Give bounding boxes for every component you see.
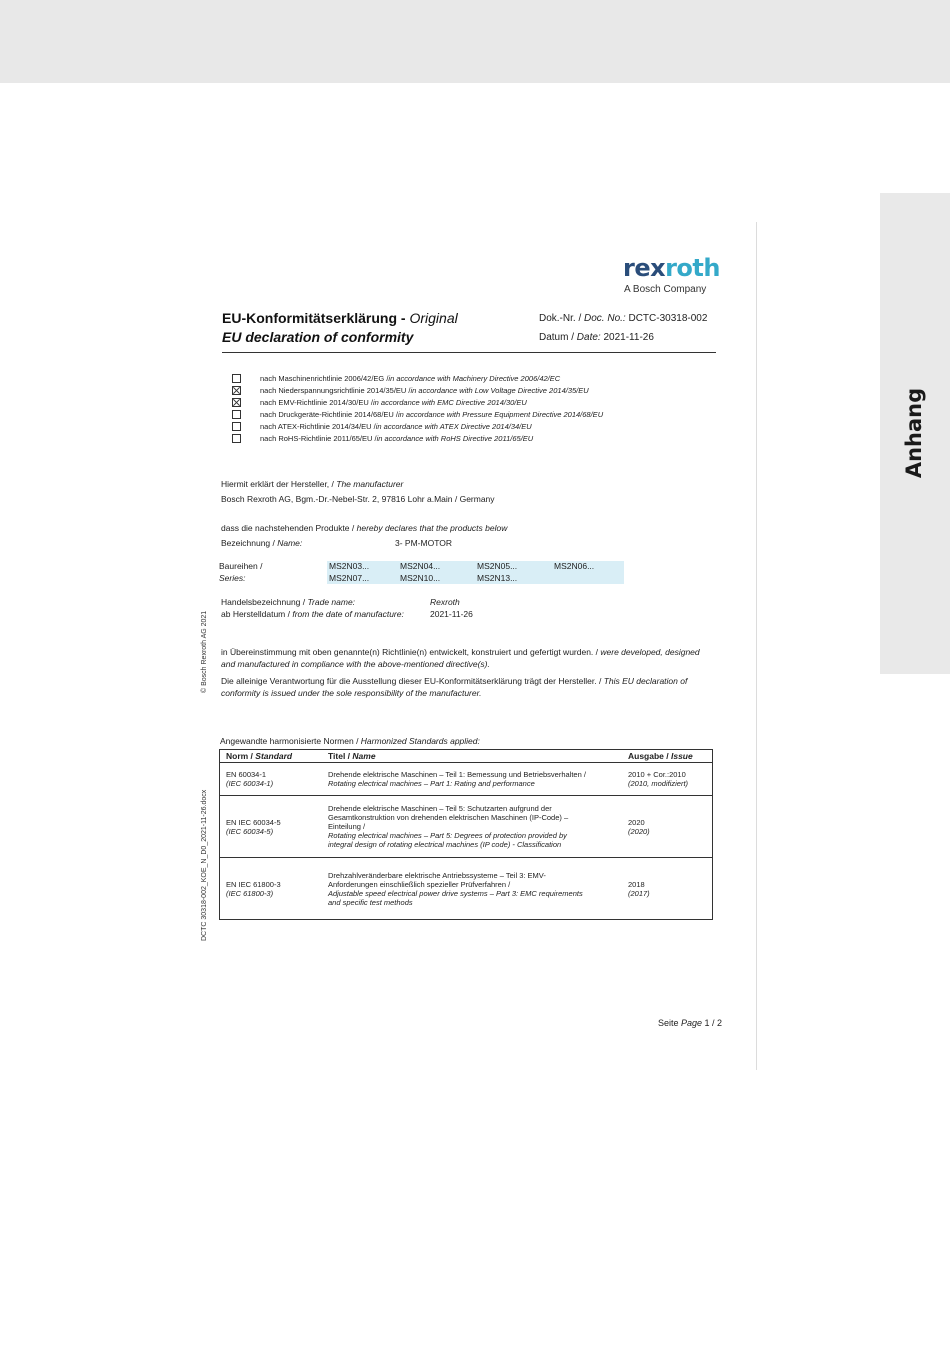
directive-label-de: nach RoHS-Richtlinie 2011/65/EU / (260, 433, 377, 443)
sheet-edge (756, 222, 757, 1070)
statement-responsibility-en-a: This EU declaration of (603, 676, 688, 686)
header-norm-en: Standard (255, 751, 293, 761)
directive-checkbox[interactable] (232, 422, 241, 431)
doc-number-value: DCTC-30318-002 (628, 313, 708, 324)
title-line-en: Rotating electrical machines – Part 5: Degrees of protection provided by (328, 831, 567, 840)
statement-responsibility (221, 676, 687, 686)
title-separator: - (397, 310, 410, 326)
title-de-text: EU-Konformitätserklärung (222, 310, 398, 326)
directive-checkbox[interactable] (232, 398, 241, 407)
norm-cell (220, 858, 323, 920)
norm-value-en: (IEC 60034-1) (226, 779, 274, 788)
directive-checkbox[interactable] (232, 410, 241, 419)
trade-name-label-en: Trade name: (307, 597, 356, 607)
manufacturer-label-de: Hiermit erklärt der Hersteller, / (221, 479, 337, 489)
title-line-en: and specific test methods (328, 897, 413, 907)
title-line-en: Adjustable speed electrical power drive systems – Part 3: EMC requirements (328, 888, 583, 898)
norm-value-en: (IEC 61800-3) (226, 888, 274, 898)
manufacture-date-label-en: from the date of manufacture: (292, 609, 404, 619)
header-issue-en: Issue (670, 751, 693, 761)
title-line-en: integral design of rotating electrical machines (IP code) - Classification (328, 840, 562, 849)
standards-table (219, 749, 713, 920)
title-rule (222, 352, 716, 353)
title-line-de: Einteilung / (328, 822, 366, 831)
series-item: MS2N05... (477, 561, 518, 571)
directive-label-de: nach Druckgeräte-Richtlinie 2014/68/EU / (260, 409, 398, 419)
statement-conformity (221, 647, 700, 657)
products-intro-en: hereby declares that the products below (356, 523, 508, 533)
directive-label-de: nach Maschinenrichtlinie 2006/42/EG / (260, 373, 389, 383)
directive-row (232, 432, 533, 444)
issue-cell (622, 763, 713, 796)
title-line-de: Drehende elektrische Maschinen – Teil 5: Schutzarten aufgrund der (328, 804, 552, 813)
norm-value-en: (IEC 60034-5) (226, 826, 274, 836)
issue-value: 2010 + Cor.:2010 (628, 770, 686, 779)
logo-word-part-b: roth (665, 254, 720, 282)
statement-conformity-en-a: were developed, designed (600, 647, 700, 657)
title-original: Original (409, 310, 458, 326)
top-band (0, 0, 950, 83)
table-row (220, 858, 713, 920)
issue-value-en: (2017) (628, 888, 650, 898)
product-name-value: 3- PM-MOTOR (395, 538, 452, 548)
series-item: MS2N04... (400, 561, 441, 571)
standards-intro-de: Angewandte harmonisierte Normen / (220, 736, 361, 746)
trade-name-label-de: Handelsbezeichnung / (221, 597, 308, 607)
trade-name-label (221, 597, 355, 607)
norm-value: EN IEC 61800-3 (226, 879, 281, 889)
title-en: EU declaration of conformity (222, 329, 414, 345)
product-name-label (221, 538, 302, 548)
doc-date (539, 332, 654, 343)
manufacturer-label-en: The manufacturer (336, 479, 404, 489)
header-title (322, 750, 622, 763)
title-line-de: Anforderungen einschließlich spezieller Prüfverfahren / (328, 879, 511, 889)
directive-label-de: nach ATEX-Richtlinie 2014/34/EU / (260, 421, 376, 431)
directive-label-en: in accordance with Machinery Directive 2006/42/EC (388, 373, 561, 383)
header-norm-de: Norm / (226, 751, 256, 761)
statement-responsibility-de: Die alleinige Verantwortung für die Ausstellung dieser EU-Konformitätserklärung trägt der Hersteller. / (221, 676, 604, 686)
statement-conformity-de: in Übereinstimmung mit oben genannte(n) Richtlinie(n) entwickelt, konstruiert und gefertigt wurden. / (221, 647, 601, 657)
directive-row (232, 408, 603, 420)
file-name-note: DCTC 30318-002_KOE_N_D0_2021-11-26.docx (201, 789, 208, 941)
page-label-en: Page (681, 1018, 703, 1028)
issue-value-en: (2020) (628, 826, 650, 836)
products-intro (221, 523, 507, 533)
logo-word-part-a: rex (623, 254, 666, 282)
statement-conformity-en-b: and manufactured in compliance with the above-mentioned directive(s). (221, 659, 490, 669)
doc-date-label-de: Datum / (539, 332, 577, 343)
series-label-en: Series: (219, 573, 246, 583)
directive-checkbox[interactable] (232, 374, 241, 383)
norm-value: EN IEC 60034-5 (226, 817, 281, 827)
directive-label-en: in accordance with Low Voltage Directive 2014/35/EU (410, 385, 589, 395)
norm-cell (220, 763, 323, 796)
directive-checkbox[interactable] (232, 434, 241, 443)
title-cell (322, 858, 622, 920)
series-item: MS2N06... (554, 561, 595, 571)
manufacture-date-label (221, 609, 404, 619)
manufacturer-address: Bosch Rexroth AG, Bgm.-Dr.-Nebel-Str. 2, 97816 Lohr a.Main / Germany (221, 494, 495, 504)
page-label-de: Seite (658, 1018, 682, 1028)
page-value: 1 / 2 (702, 1018, 723, 1028)
standards-intro (220, 736, 480, 746)
manufacturer-label (221, 479, 403, 489)
series-item: MS2N10... (400, 573, 441, 583)
norm-cell (220, 796, 323, 858)
title-line-de: Gesamtkonstruktion von drehenden elektrischen Maschinen (IP-Code) – (328, 813, 569, 822)
doc-number-label-en: Doc. No.: (584, 313, 626, 324)
issue-value: 2018 (628, 879, 645, 889)
manufacture-date-value: 2021-11-26 (430, 609, 473, 619)
page-number (658, 1018, 722, 1028)
logo-subtitle: A Bosch Company (624, 284, 707, 295)
series-label-de: Baureihen / (219, 561, 263, 571)
standards-header-row (220, 750, 713, 763)
series-item: MS2N07... (329, 573, 370, 583)
directive-label-de: nach Niederspannungsrichtlinie 2014/35/EU / (260, 385, 411, 395)
directive-label-de: nach EMV-Richtlinie 2014/30/EU / (260, 397, 373, 407)
side-tab-label: Anhang (902, 387, 926, 479)
header-norm (220, 750, 323, 763)
doc-number-label-de: Dok.-Nr. / (539, 313, 585, 324)
copyright-note: © Bosch Rexroth AG 2021 (201, 610, 208, 693)
directive-label-en: in accordance with Pressure Equipment Directive 2014/68/EU (398, 409, 604, 419)
title-line-de: Drehzahlveränderbare elektrische Antriebssysteme – Teil 3: EMV- (328, 870, 546, 880)
standards-intro-en: Harmonized Standards applied: (360, 736, 480, 746)
issue-value-en: (2010, modifiziert) (628, 779, 689, 788)
directive-label-en: in accordance with EMC Directive 2014/30/EU (372, 397, 527, 407)
norm-value: EN 60034-1 (226, 770, 267, 779)
header-issue (622, 750, 713, 763)
issue-cell (622, 858, 713, 920)
header-title-de: Titel / (328, 751, 353, 761)
header-title-en: Name (352, 751, 376, 761)
title-line-en: Rotating electrical machines – Part 1: Rating and performance (328, 779, 535, 788)
directive-row (232, 420, 532, 432)
directive-label-en: in accordance with RoHS Directive 2011/65/EU (376, 433, 534, 443)
doc-date-value: 2021-11-26 (603, 332, 654, 343)
directive-row (232, 372, 560, 384)
series-item: MS2N03... (329, 561, 370, 571)
title-de (222, 310, 458, 326)
doc-number (539, 313, 707, 324)
rexroth-logo (623, 254, 720, 282)
title-cell (322, 763, 622, 796)
statement-responsibility-en-b: conformity is issued under the sole responsibility of the manufacturer. (221, 688, 482, 698)
products-intro-de: dass die nachstehenden Produkte / (221, 523, 357, 533)
product-name-label-de: Bezeichnung / (221, 538, 278, 548)
title-cell (322, 796, 622, 858)
issue-value: 2020 (628, 817, 645, 827)
series-item: MS2N13... (477, 573, 518, 583)
table-row (220, 796, 713, 858)
directive-row (232, 396, 527, 408)
manufacture-date-label-de: ab Herstelldatum / (221, 609, 293, 619)
product-name-label-en: Name: (277, 538, 303, 548)
title-line-de: Drehende elektrische Maschinen – Teil 1: Bemessung und Betriebsverhalten / (328, 770, 586, 779)
directive-label-en: in accordance with ATEX Directive 2014/34/EU (375, 421, 532, 431)
trade-name-value: Rexroth (430, 597, 460, 607)
directive-row (232, 384, 589, 396)
issue-cell (622, 796, 713, 858)
doc-date-label-en: Date: (576, 332, 601, 343)
table-row (220, 763, 713, 796)
header-issue-de: Ausgabe / (628, 751, 671, 761)
directive-checkbox[interactable] (232, 386, 241, 395)
